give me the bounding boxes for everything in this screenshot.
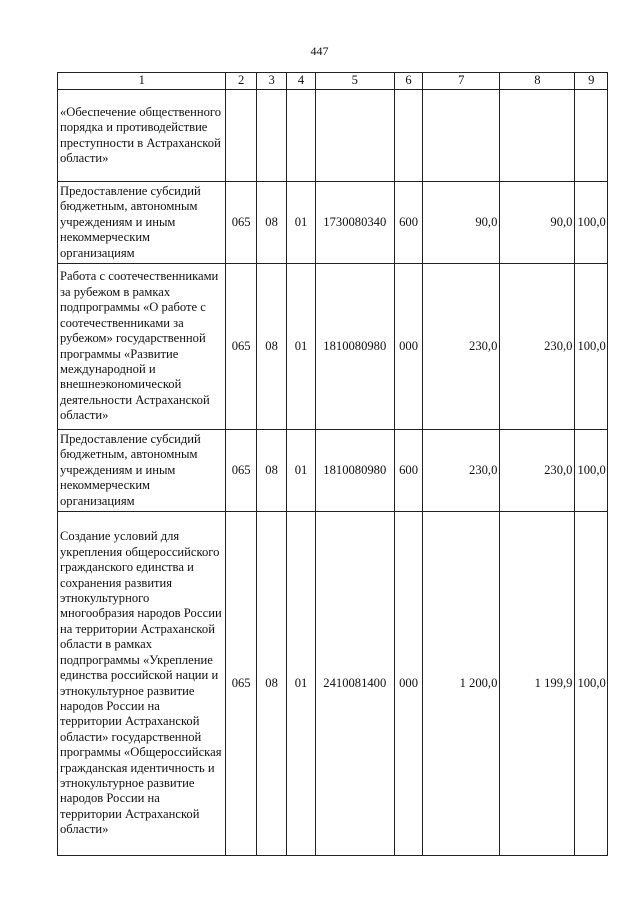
- cell-subsection: [287, 90, 315, 182]
- header-row: [58, 73, 608, 90]
- row-name: Предоставление субсидий бюджетным, автономным учреждениям и иным некоммерческим организациям: [58, 182, 226, 264]
- row-name: «Обеспечение общественного порядка и противодействие преступности в Астраханской области»: [58, 90, 226, 182]
- cell-section: 08: [256, 264, 286, 430]
- header-cell: 4: [287, 73, 315, 90]
- cell-plan: 1 200,0: [423, 512, 500, 856]
- cell-percent: 100,0: [575, 182, 608, 264]
- cell-target-article: 1730080340: [315, 182, 394, 264]
- header-cell: 2: [226, 73, 256, 90]
- cell-ministry: 065: [226, 430, 256, 512]
- cell-plan: [423, 90, 500, 182]
- cell-actual: 90,0: [500, 182, 575, 264]
- table-row: [58, 512, 608, 856]
- cell-subsection: 01: [287, 430, 315, 512]
- table-row: [58, 264, 608, 430]
- table-row: [58, 430, 608, 512]
- cell-actual: 230,0: [500, 264, 575, 430]
- cell-percent: [575, 90, 608, 182]
- cell-expense-type: [394, 90, 422, 182]
- page-number: 447: [310, 44, 329, 58]
- cell-actual: 230,0: [500, 430, 575, 512]
- cell-plan: 230,0: [423, 264, 500, 430]
- cell-ministry: 065: [226, 182, 256, 264]
- cell-expense-type: 600: [394, 182, 422, 264]
- cell-subsection: 01: [287, 512, 315, 856]
- row-name: Создание условий для укрепления общероссийского гражданского единства и сохранения развития этнокультурного многообразия народов России на территории Астраханской области в рамках подпрограммы «Укрепление единства российской нации и этнокультурное развитие народов России на территории Астраханской области» государственной программы «Общероссийская гражданская идентичность и этнокультурное развитие народов России на территории Астраханской области»: [58, 512, 226, 856]
- cell-target-article: 2410081400: [315, 512, 394, 856]
- row-name: Предоставление субсидий бюджетным, автономным учреждениям и иным некоммерческим организациям: [58, 430, 226, 512]
- cell-percent: 100,0: [575, 264, 608, 430]
- cell-ministry: [226, 90, 256, 182]
- cell-section: 08: [256, 182, 286, 264]
- cell-subsection: 01: [287, 182, 315, 264]
- header-cell: 5: [315, 73, 394, 90]
- cell-plan: 90,0: [423, 182, 500, 264]
- cell-target-article: 1810080980: [315, 430, 394, 512]
- cell-expense-type: 000: [394, 512, 422, 856]
- cell-percent: 100,0: [575, 430, 608, 512]
- cell-target-article: [315, 90, 394, 182]
- header-cell: 8: [500, 73, 575, 90]
- cell-ministry: 065: [226, 264, 256, 430]
- budget-table: [57, 72, 608, 856]
- cell-actual: [500, 90, 575, 182]
- cell-actual: 1 199,9: [500, 512, 575, 856]
- table-row: [58, 182, 608, 264]
- cell-section: 08: [256, 512, 286, 856]
- cell-plan: 230,0: [423, 430, 500, 512]
- cell-ministry: 065: [226, 512, 256, 856]
- header-cell: 9: [575, 73, 608, 90]
- header-cell: 7: [423, 73, 500, 90]
- header-cell: 6: [394, 73, 422, 90]
- cell-section: 08: [256, 430, 286, 512]
- row-name: Работа с соотечественниками за рубежом в рамках подпрограммы «О работе с соотечественниками за рубежом» государственной программы «Развитие международной и внешнеэкономической деятельности Астраханской области»: [58, 264, 226, 430]
- cell-percent: 100,0: [575, 512, 608, 856]
- header-cell: 1: [58, 73, 226, 90]
- cell-expense-type: 600: [394, 430, 422, 512]
- cell-target-article: 1810080980: [315, 264, 394, 430]
- table-row: [58, 90, 608, 182]
- cell-expense-type: 000: [394, 264, 422, 430]
- cell-subsection: 01: [287, 264, 315, 430]
- cell-section: [256, 90, 286, 182]
- header-cell: 3: [256, 73, 286, 90]
